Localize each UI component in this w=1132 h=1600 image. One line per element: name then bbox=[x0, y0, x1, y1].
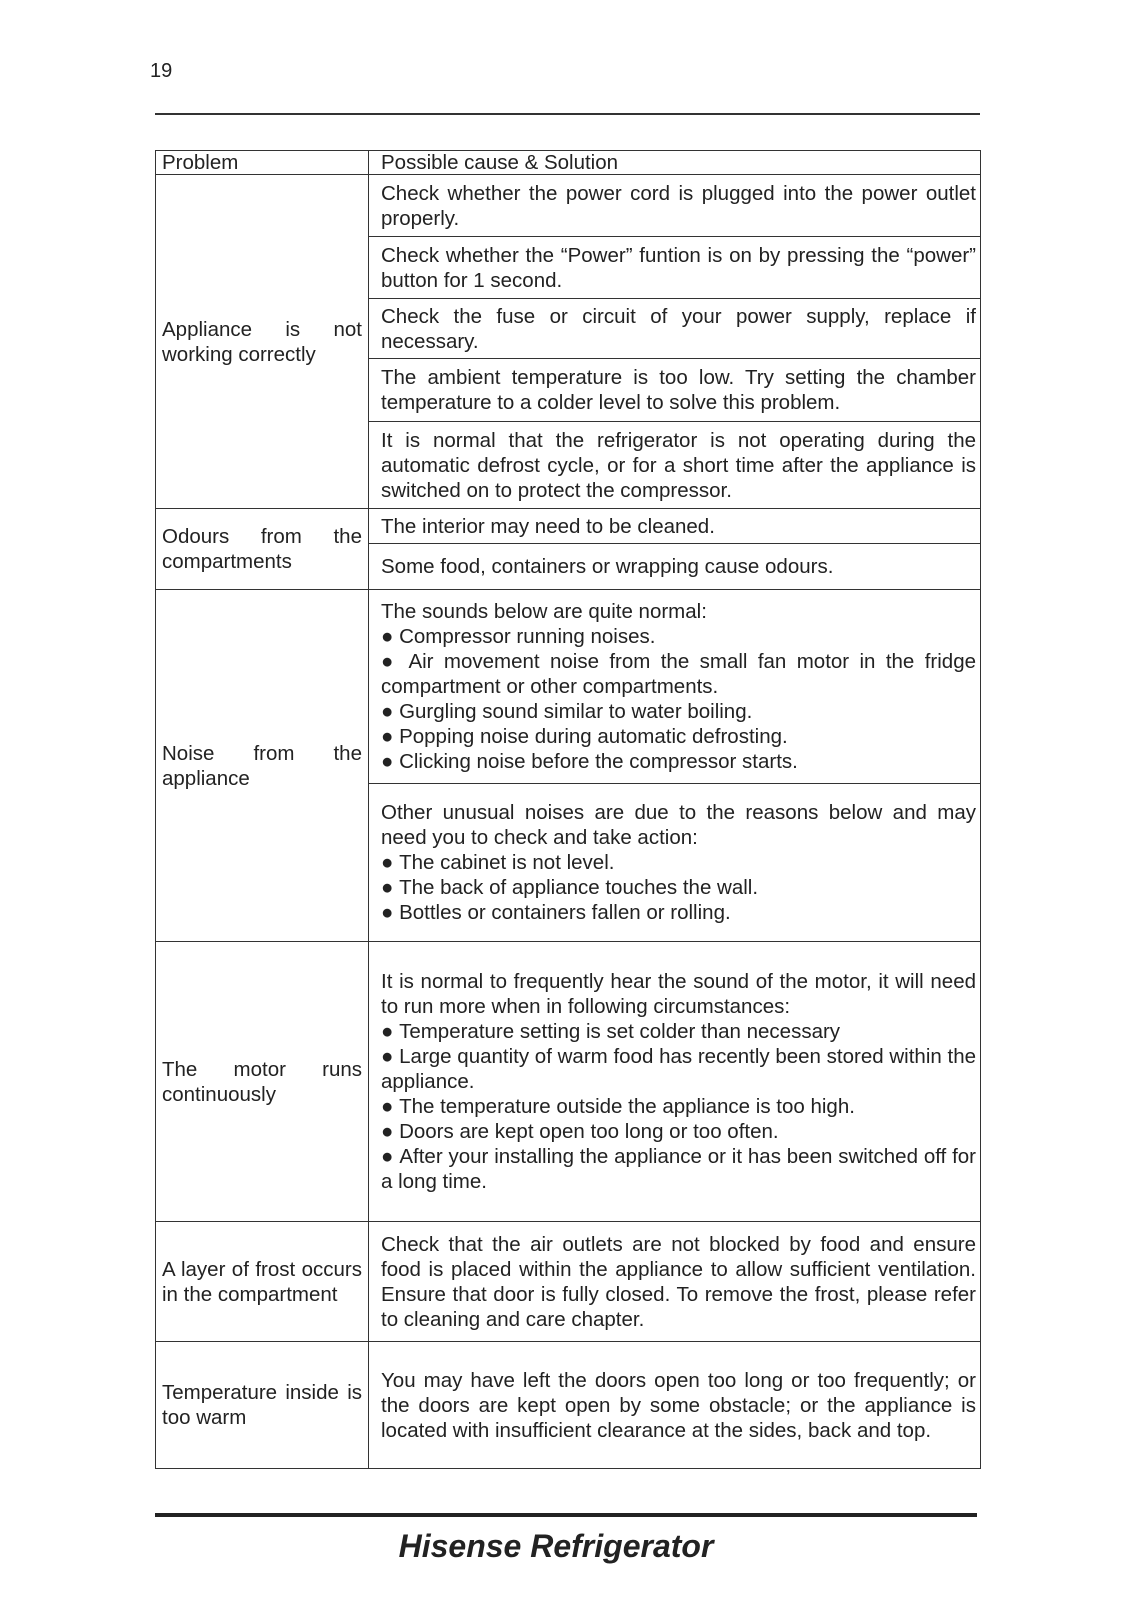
problem-text: A layer of frost occurs in the compartment bbox=[162, 1257, 362, 1306]
solution-cell bbox=[369, 359, 981, 422]
table-row bbox=[156, 509, 981, 544]
solution-cell bbox=[369, 422, 981, 509]
problem-text: Appliance is not working correctly bbox=[162, 317, 362, 366]
problem-text: Noise from the appliance bbox=[162, 741, 362, 790]
table-header-row bbox=[156, 151, 981, 175]
troubleshooting-table bbox=[155, 150, 981, 1469]
brand-name: Hisense Refrigerator bbox=[398, 1528, 714, 1564]
table-row bbox=[156, 590, 981, 784]
bullet-item: ● Temperature setting is set colder than necessary bbox=[381, 1019, 976, 1044]
solution-cell bbox=[369, 544, 981, 590]
bullet-item: ● After your installing the appliance or it has been switched off for a long time. bbox=[381, 1144, 976, 1194]
solution-intro: Other unusual noises are due to the reasons below and may need you to check and take action: bbox=[381, 801, 976, 849]
bullet-item: ● Popping noise during automatic defrosting. bbox=[381, 724, 976, 749]
solution-text: Check the fuse or circuit of your power supply, replace if necessary. bbox=[381, 304, 976, 353]
solution-cell bbox=[369, 237, 981, 299]
problem-cell bbox=[156, 509, 369, 590]
footer-rule bbox=[155, 1513, 977, 1517]
table-row bbox=[156, 942, 981, 1222]
solution-text: You may have left the doors open too long or too frequently; or the doors are kept open by some obstacle; or the appliance is located with insufficient clearance at the sides, back and top. bbox=[381, 1368, 976, 1442]
problem-cell bbox=[156, 590, 369, 942]
header-solution: Possible cause & Solution bbox=[369, 151, 981, 175]
solution-text: The interior may need to be cleaned. bbox=[381, 514, 715, 538]
problem-cell bbox=[156, 942, 369, 1222]
table-row bbox=[156, 175, 981, 237]
solution-text: It is normal that the refrigerator is not operating during the automatic defrost cycle, or for a short time after the appliance is switched on to protect the compressor. bbox=[381, 428, 976, 502]
bullet-item: ● The back of appliance touches the wall. bbox=[381, 875, 976, 900]
page-number: 19 bbox=[150, 60, 173, 82]
bullet-item: ● The temperature outside the appliance is too high. bbox=[381, 1094, 976, 1119]
solution-cell bbox=[369, 590, 981, 784]
solution-text: Check that the air outlets are not blocked by food and ensure food is placed within the appliance to allow sufficient ventilation. Ensure that door is fully closed. To remove the frost, please refer to cleaning and care chapter. bbox=[381, 1232, 976, 1331]
problem-text: The motor runs continuously bbox=[162, 1057, 362, 1106]
brand-footer bbox=[0, 1528, 1132, 1565]
solution-cell bbox=[369, 784, 981, 942]
header-rule bbox=[155, 113, 980, 115]
solution-cell bbox=[369, 1342, 981, 1469]
solution-cell bbox=[369, 509, 981, 544]
table-row bbox=[156, 1222, 981, 1342]
bullet-item: ● Bottles or containers fallen or rolling. bbox=[381, 900, 976, 925]
bullet-item: ● Large quantity of warm food has recently been stored within the appliance. bbox=[381, 1044, 976, 1094]
solution-text: Check whether the “Power” funtion is on by pressing the “power” button for 1 second. bbox=[381, 243, 976, 292]
bullet-item: ● Doors are kept open too long or too often. bbox=[381, 1119, 976, 1144]
bullet-item: ● The cabinet is not level. bbox=[381, 850, 976, 875]
bullet-item: ● Clicking noise before the compressor starts. bbox=[381, 749, 976, 774]
solution-cell bbox=[369, 175, 981, 237]
solution-cell bbox=[369, 942, 981, 1222]
solution-text: Some food, containers or wrapping cause odours. bbox=[381, 555, 834, 578]
solution-intro: It is normal to frequently hear the sound of the motor, it will need to run more when in following circumstances: bbox=[381, 970, 976, 1018]
problem-cell bbox=[156, 175, 369, 509]
table-row bbox=[156, 1342, 981, 1469]
problem-text: Odours from the compartments bbox=[162, 525, 362, 573]
bullet-item: ● Gurgling sound similar to water boiling. bbox=[381, 699, 976, 724]
solution-cell bbox=[369, 299, 981, 359]
solution-text: Check whether the power cord is plugged into the power outlet properly. bbox=[381, 181, 976, 230]
problem-cell bbox=[156, 1222, 369, 1342]
solution-intro: The sounds below are quite normal: bbox=[381, 600, 707, 623]
bullet-item: ● Compressor running noises. bbox=[381, 624, 976, 649]
bullet-item: ● Air movement noise from the small fan motor in the fridge compartment or other compartments. bbox=[381, 649, 976, 699]
problem-cell bbox=[156, 1342, 369, 1469]
problem-text: Temperature inside is too warm bbox=[162, 1381, 362, 1429]
header-problem: Problem bbox=[156, 151, 369, 175]
solution-text: The ambient temperature is too low. Try setting the chamber temperature to a colder level to solve this problem. bbox=[381, 366, 976, 414]
solution-cell bbox=[369, 1222, 981, 1342]
